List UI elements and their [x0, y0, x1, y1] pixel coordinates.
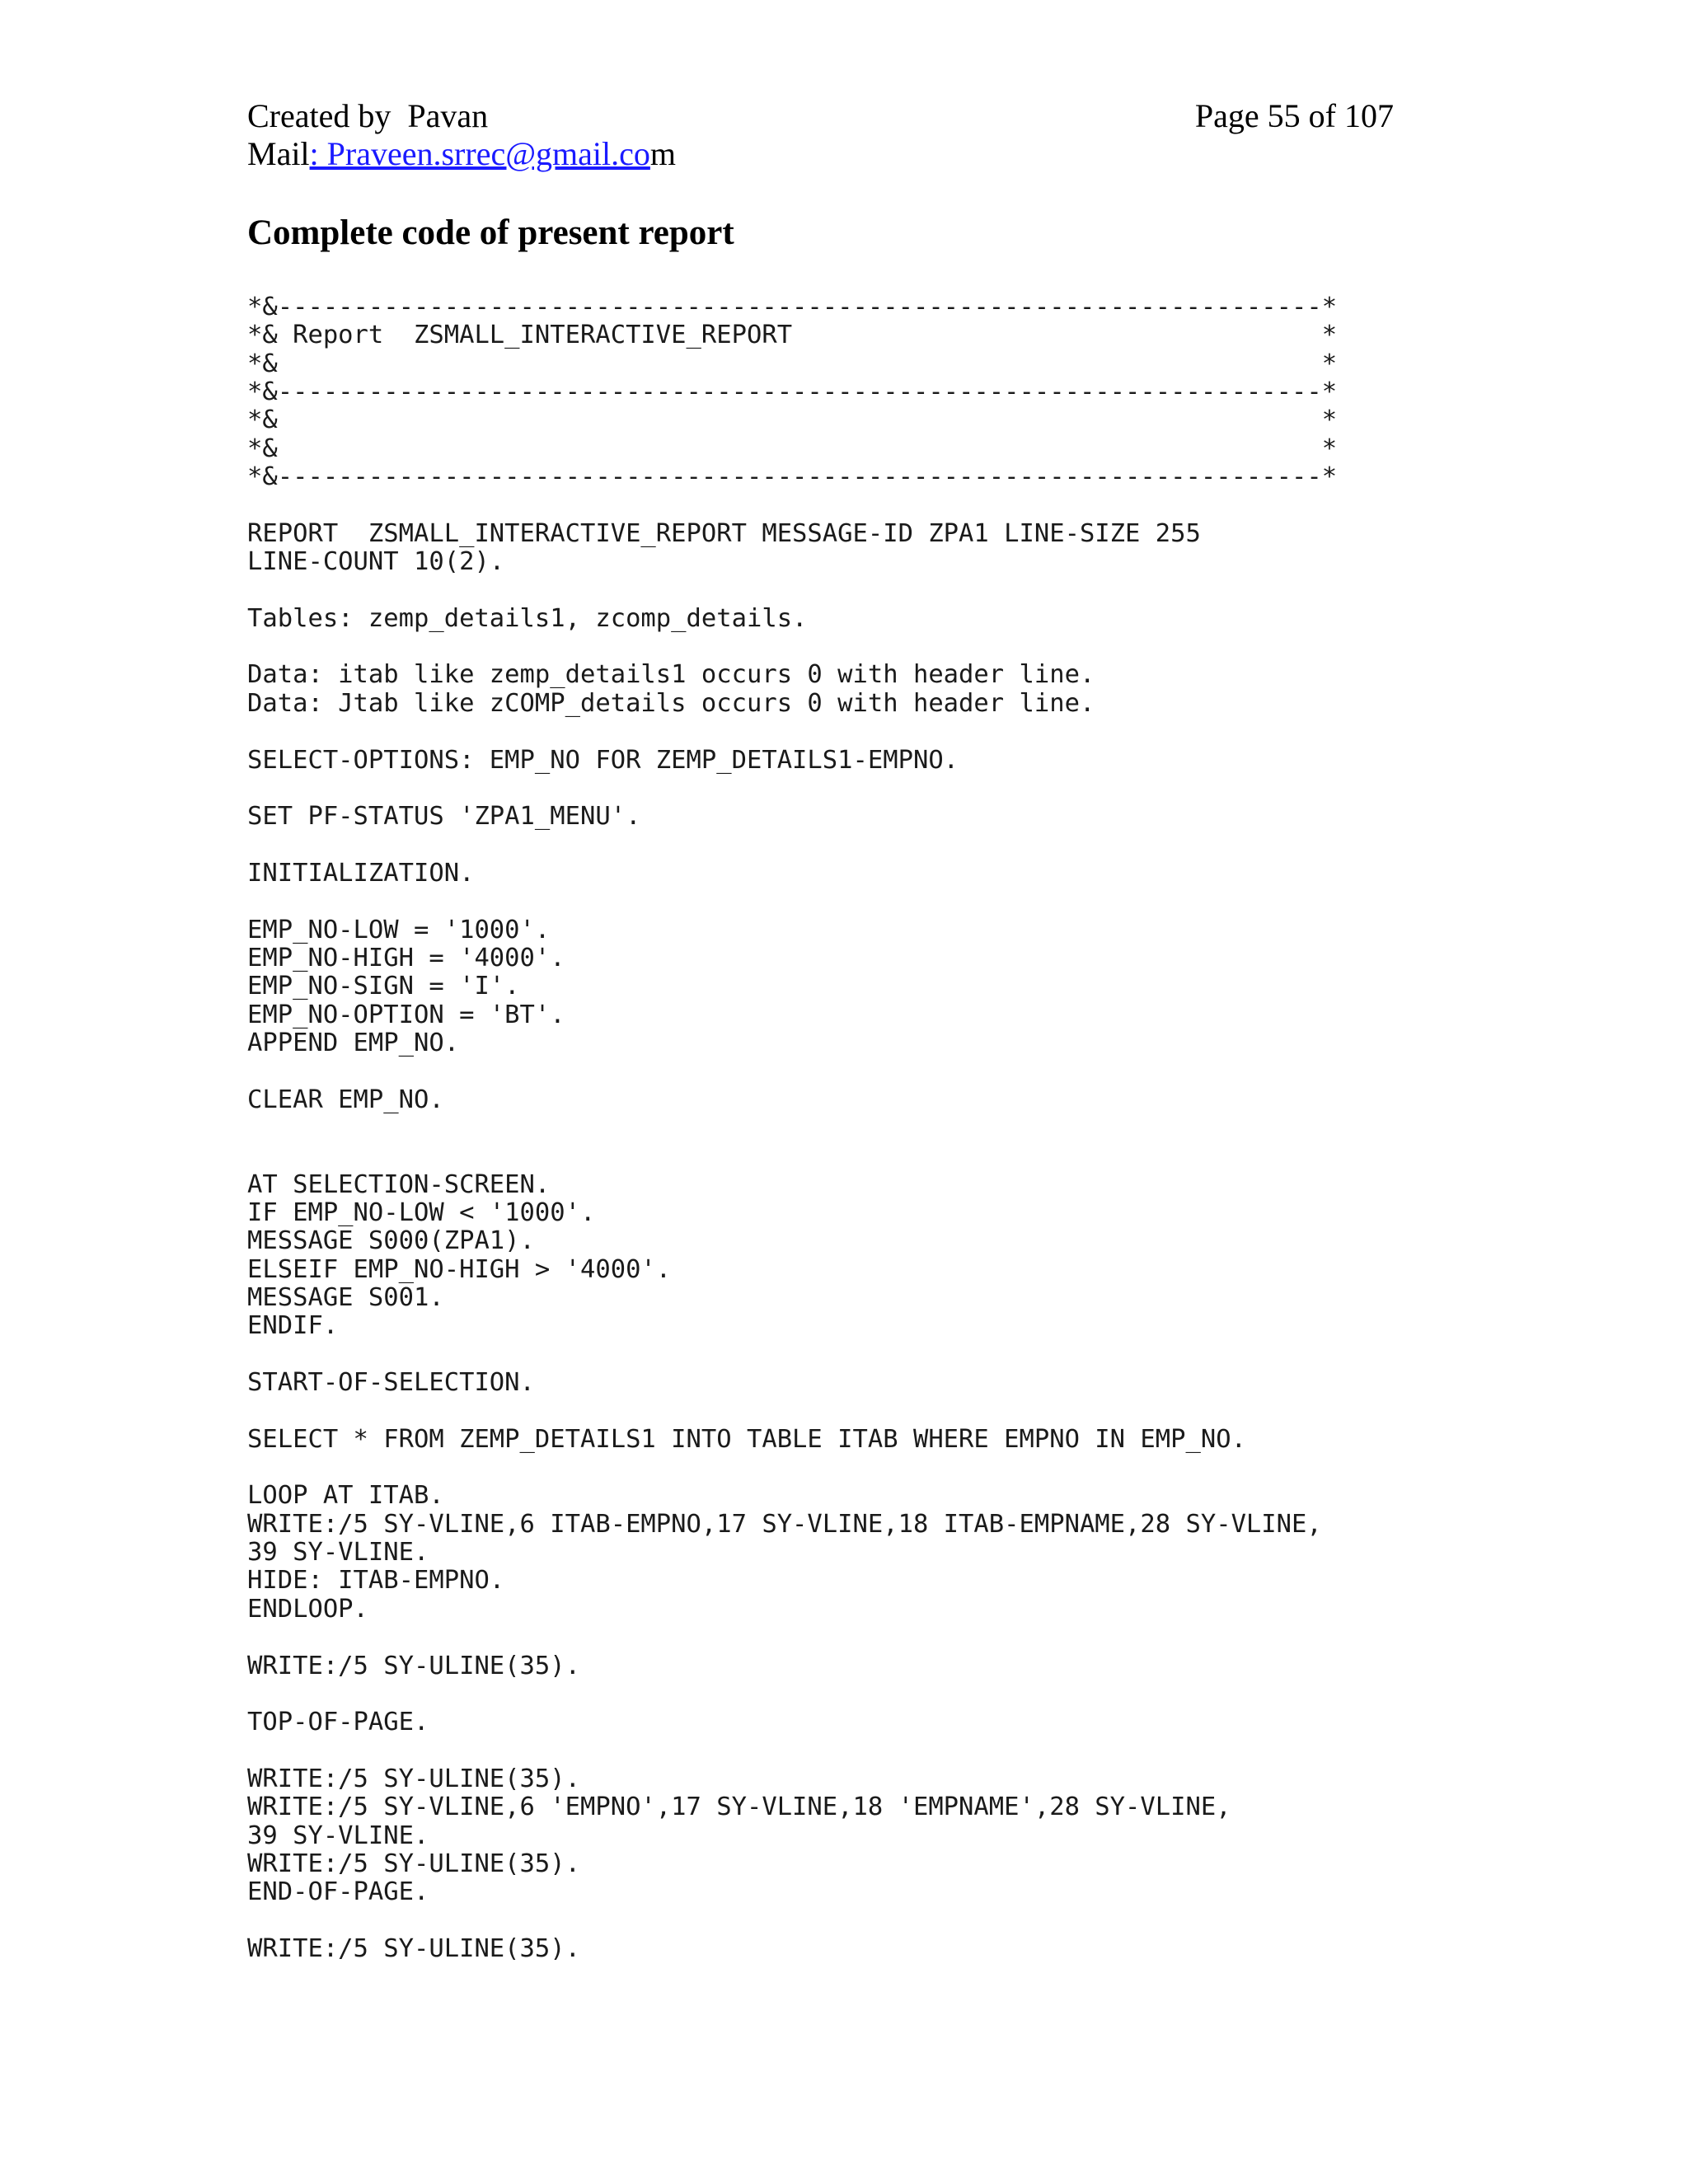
section-title: Complete code of present report — [247, 213, 734, 252]
code-line: END-OF-PAGE. — [247, 1877, 429, 1907]
code-line: CLEAR EMP_NO. — [247, 1085, 444, 1114]
code-line: START-OF-SELECTION. — [247, 1368, 535, 1398]
code-line: ENDIF. — [247, 1311, 339, 1341]
code-line: SELECT-OPTIONS: EMP_NO FOR ZEMP_DETAILS1-EMPNO. — [247, 745, 959, 775]
mail-label: Mail — [247, 135, 310, 172]
code-line — [247, 888, 1337, 916]
code-line — [247, 832, 1337, 860]
code-line: EMP_NO-LOW = '1000'. — [247, 915, 551, 944]
code-line: APPEND EMP_NO. — [247, 1028, 460, 1057]
code-line — [247, 1142, 1337, 1170]
code-line — [247, 775, 1337, 803]
mail-line — [247, 135, 676, 173]
code-line: TOP-OF-PAGE. — [247, 1708, 429, 1737]
code-line: 39 SY-VLINE. — [247, 1538, 429, 1568]
code-line — [247, 1341, 1337, 1369]
code-line: *&---------------------------------------------------------------------* — [247, 377, 1338, 407]
code-line: WRITE:/5 SY-ULINE(35). — [247, 1933, 580, 1963]
code-line: WRITE:/5 SY-ULINE(35). — [247, 1849, 580, 1878]
code-line: *& Report ZSMALL_INTERACTIVE_REPORT * — [247, 321, 1338, 350]
code-line — [247, 1114, 1337, 1142]
code-line — [247, 1397, 1337, 1425]
code-line: MESSAGE S001. — [247, 1283, 444, 1313]
code-line: 39 SY-VLINE. — [247, 1821, 429, 1850]
code-line: *& * — [247, 405, 1338, 435]
code-line — [247, 1057, 1337, 1085]
code-block — [247, 293, 1337, 1963]
code-line: LOOP AT ITAB. — [247, 1481, 444, 1511]
code-line: ELSEIF EMP_NO-HIGH > '4000'. — [247, 1254, 672, 1284]
code-line: AT SELECTION-SCREEN. — [247, 1169, 551, 1199]
code-line — [247, 491, 1337, 519]
code-line: REPORT ZSMALL_INTERACTIVE_REPORT MESSAGE-ID ZPA1 LINE-SIZE 255 — [247, 518, 1201, 548]
code-line — [247, 1680, 1337, 1708]
code-line: WRITE:/5 SY-ULINE(35). — [247, 1764, 580, 1793]
code-line: LINE-COUNT 10(2). — [247, 547, 505, 577]
code-line: Data: itab like zemp_details1 occurs 0 with header line. — [247, 660, 1095, 690]
code-line: WRITE:/5 SY-VLINE,6 'EMPNO',17 SY-VLINE,18 'EMPNAME',28 SY-VLINE, — [247, 1793, 1231, 1822]
author-line: Created by Pavan — [247, 97, 489, 134]
code-line: EMP_NO-SIGN = 'I'. — [247, 972, 520, 1001]
code-line: *&---------------------------------------------------------------------* — [247, 462, 1338, 492]
code-line: EMP_NO-HIGH = '4000'. — [247, 943, 565, 972]
code-line: ENDLOOP. — [247, 1594, 368, 1624]
code-line — [247, 718, 1337, 746]
code-line: Data: Jtab like zCOMP_details occurs 0 with header line. — [247, 688, 1095, 718]
code-line: *& * — [247, 434, 1338, 463]
code-line: IF EMP_NO-LOW < '1000'. — [247, 1198, 596, 1227]
page-header-left — [247, 97, 676, 173]
code-line — [247, 576, 1337, 604]
code-line: SET PF-STATUS 'ZPA1_MENU'. — [247, 802, 641, 832]
code-line: *&---------------------------------------------------------------------* — [247, 293, 1338, 321]
code-line: EMP_NO-OPTION = 'BT'. — [247, 1000, 565, 1029]
code-line: *& * — [247, 349, 1338, 378]
code-line: WRITE:/5 SY-VLINE,6 ITAB-EMPNO,17 SY-VLINE,18 ITAB-EMPNAME,28 SY-VLINE, — [247, 1509, 1322, 1539]
code-line: Tables: zemp_details1, zcomp_details. — [247, 603, 808, 633]
code-line: MESSAGE S000(ZPA1). — [247, 1226, 535, 1256]
mail-suffix: m — [649, 135, 677, 172]
code-line: WRITE:/5 SY-ULINE(35). — [247, 1651, 580, 1680]
code-line: INITIALIZATION. — [247, 858, 475, 888]
page-number: Page 55 of 107 — [1194, 97, 1394, 134]
code-line — [247, 1737, 1337, 1765]
code-line: HIDE: ITAB-EMPNO. — [247, 1566, 505, 1596]
mail-link[interactable]: : Praveen.srrec@gmail.co — [309, 135, 650, 172]
code-line — [247, 633, 1337, 661]
code-line — [247, 1907, 1337, 1935]
code-line — [247, 1454, 1337, 1482]
code-line — [247, 1624, 1337, 1652]
code-line: SELECT * FROM ZEMP_DETAILS1 INTO TABLE ITAB WHERE EMPNO IN EMP_NO. — [247, 1424, 1246, 1454]
